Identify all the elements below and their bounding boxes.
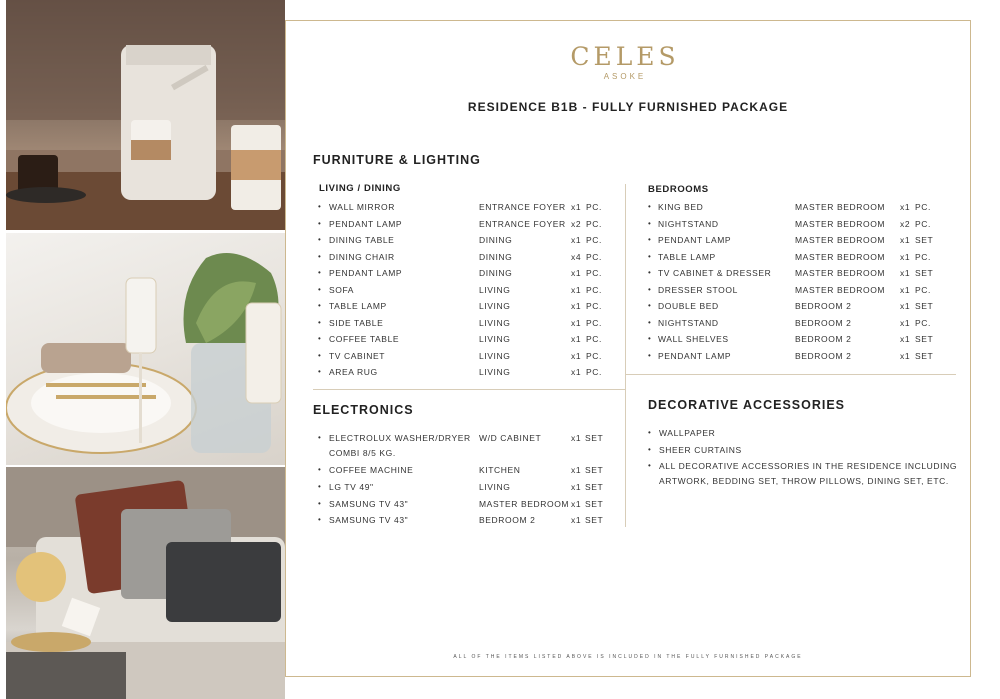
list-item [318, 367, 618, 381]
list-item [648, 285, 948, 299]
item-qty: x1 [571, 481, 582, 492]
item-unit: PC. [586, 235, 602, 245]
item-qty: x1 [900, 301, 911, 311]
bullet-icon: • [648, 268, 652, 277]
list-item [318, 465, 618, 479]
item-qty: x2 [571, 218, 582, 229]
bullet-icon: • [648, 251, 652, 261]
item-qty: x1 [900, 202, 911, 212]
list-item [318, 318, 618, 332]
furniture-lighting-heading: FURNITURE & LIGHTING [313, 153, 481, 167]
list-item [318, 433, 618, 447]
item-unit: SET [585, 465, 604, 475]
item-room: DINING [479, 268, 513, 278]
right-section-divider [626, 374, 956, 375]
item-room: LIVING [479, 284, 511, 295]
item-name: PENDANT LAMP [658, 235, 732, 245]
item-name: ELECTROLUX WASHER/DRYER [329, 433, 471, 443]
list-item [318, 219, 618, 233]
list-item [648, 461, 958, 475]
list-item [318, 482, 618, 496]
bullet-icon: • [318, 498, 322, 508]
item-name: TV CABINET [329, 350, 386, 361]
item-room: MASTER BEDROOM [479, 498, 570, 509]
item-name: SAMSUNG TV 43" [329, 515, 409, 526]
item-qty: x2 [900, 218, 911, 229]
list-item [318, 285, 618, 299]
item-name: DINING TABLE [329, 235, 395, 245]
coffee-machine-photo [6, 0, 285, 230]
item-qty: x1 [571, 235, 582, 245]
list-item [318, 252, 618, 266]
item-unit: SET [585, 515, 604, 526]
list-item [648, 235, 948, 249]
list-item [318, 351, 618, 365]
item-unit: SET [585, 481, 604, 492]
list-item [318, 515, 618, 529]
list-item-continuation [318, 448, 618, 462]
item-room: MASTER BEDROOM [795, 268, 886, 278]
item-room: BEDROOM 2 [795, 317, 852, 328]
item-qty: x1 [571, 284, 582, 295]
list-item [318, 301, 618, 315]
item-room: MASTER BEDROOM [795, 251, 886, 262]
item-room: MASTER BEDROOM [795, 202, 886, 212]
item-qty: x1 [900, 251, 911, 262]
item-room: LIVING [479, 301, 511, 311]
item-qty: x1 [571, 317, 582, 328]
bullet-icon: • [318, 301, 322, 310]
item-unit: PC. [915, 317, 931, 328]
item-room: LIVING [479, 317, 511, 328]
bullet-icon: • [648, 445, 652, 454]
item-name: TABLE LAMP [329, 301, 387, 311]
bullet-icon: • [648, 461, 652, 470]
item-qty: x1 [571, 465, 582, 475]
item-room: DINING [479, 251, 513, 262]
item-unit: PC. [586, 268, 602, 278]
column-divider [625, 184, 626, 527]
left-section-divider [313, 389, 625, 390]
bullet-icon: • [318, 235, 322, 244]
logo-wordmark: CELES [570, 42, 680, 71]
item-room: BEDROOM 2 [795, 350, 852, 361]
item-qty: x1 [900, 284, 911, 295]
list-item [318, 499, 618, 513]
item-name: WALLPAPER [659, 428, 716, 438]
item-room: ENTRANCE FOYER [479, 218, 566, 229]
bullet-icon: • [318, 481, 322, 491]
list-item [648, 252, 948, 266]
bullet-icon: • [648, 301, 652, 310]
item-qty: x1 [900, 235, 911, 245]
bullet-icon: • [648, 428, 652, 437]
item-room: LIVING [479, 334, 511, 344]
bullet-icon: • [318, 268, 322, 277]
footer-note: ALL OF THE ITEMS LISTED ABOVE IS INCLUDED IN THE FULLY FURNISHED PACKAGE [453, 654, 803, 660]
page-title: RESIDENCE B1B - FULLY FURNISHED PACKAGE [467, 100, 789, 114]
item-name: PENDANT LAMP [329, 268, 403, 278]
item-qty: x1 [571, 301, 582, 311]
item-room: LIVING [479, 481, 511, 492]
item-room: BEDROOM 2 [479, 515, 536, 526]
bullet-icon: • [318, 317, 322, 327]
photo-column [6, 0, 285, 699]
item-qty: x4 [571, 251, 582, 262]
bullet-icon: • [318, 202, 322, 211]
item-room: DINING [479, 235, 513, 245]
item-unit: SET [585, 433, 604, 443]
item-name: ALL DECORATIVE ACCESSORIES IN THE RESIDENCE INCLUDING [659, 461, 958, 471]
item-qty: x1 [571, 334, 582, 344]
item-room: KITCHEN [479, 465, 521, 475]
item-name: TV CABINET & DRESSER [658, 268, 772, 278]
bullet-icon: • [648, 350, 652, 360]
item-unit: SET [915, 301, 934, 311]
item-unit: SET [915, 268, 934, 278]
item-name: TABLE LAMP [658, 251, 716, 262]
bullet-icon: • [318, 284, 322, 294]
living-dining-heading: LIVING / DINING [319, 183, 401, 194]
living-room-sofa-photo [6, 467, 285, 699]
bullet-icon: • [648, 202, 652, 211]
item-unit: SET [915, 350, 934, 361]
item-name: WALL MIRROR [329, 202, 395, 212]
list-item [648, 428, 948, 442]
item-name: DINING CHAIR [329, 251, 395, 262]
item-name: SIDE TABLE [329, 317, 384, 328]
item-qty: x1 [571, 433, 582, 443]
item-name-line2: ARTWORK, BEDDING SET, THROW PILLOWS, DINING SET, ETC. [659, 476, 949, 486]
item-name: DOUBLE BED [658, 301, 719, 311]
bullet-icon: • [318, 218, 322, 228]
item-unit: PC. [586, 367, 602, 377]
item-unit: SET [585, 498, 604, 509]
list-item [648, 351, 948, 365]
bullet-icon: • [648, 334, 652, 343]
list-item [318, 334, 618, 348]
item-name: LG TV 49" [329, 481, 374, 492]
bullet-icon: • [648, 235, 652, 244]
item-unit: PC. [915, 251, 931, 262]
item-name: WALL SHELVES [658, 334, 729, 344]
item-name: PENDANT LAMP [329, 218, 403, 229]
item-unit: PC. [586, 317, 602, 328]
item-unit: PC. [915, 284, 931, 295]
item-name: SAMSUNG TV 43" [329, 498, 409, 509]
item-room: ENTRANCE FOYER [479, 202, 566, 212]
item-name: DRESSER STOOL [658, 284, 738, 295]
decorative-accessories-heading: DECORATIVE ACCESSORIES [648, 398, 846, 412]
item-unit: PC. [915, 218, 931, 229]
item-name: NIGHTSTAND [658, 317, 719, 328]
item-unit: SET [915, 334, 934, 344]
list-item [318, 268, 618, 282]
item-room: MASTER BEDROOM [795, 218, 886, 229]
item-name: COFFEE MACHINE [329, 465, 414, 475]
item-name: SOFA [329, 284, 355, 295]
item-name: NIGHTSTAND [658, 218, 719, 229]
item-qty: x1 [571, 498, 582, 509]
list-item [648, 334, 948, 348]
item-unit: SET [915, 235, 934, 245]
list-item [648, 445, 948, 459]
item-name: KING BED [658, 202, 704, 212]
item-unit: PC. [586, 301, 602, 311]
bullet-icon: • [318, 350, 322, 360]
item-name: COFFEE TABLE [329, 334, 400, 344]
bullet-icon: • [648, 218, 652, 228]
bullet-icon: • [318, 433, 322, 442]
item-qty: x1 [900, 334, 911, 344]
item-qty: x1 [571, 268, 582, 278]
gold-frame-border [285, 20, 971, 677]
item-unit: PC. [586, 334, 602, 344]
list-item [318, 202, 618, 216]
list-item [648, 318, 948, 332]
item-qty: x1 [571, 367, 582, 377]
list-item-continuation [648, 476, 958, 490]
item-room: BEDROOM 2 [795, 334, 852, 344]
bullet-icon: • [318, 515, 322, 525]
bullet-icon: • [318, 334, 322, 343]
item-unit: PC. [586, 284, 602, 295]
item-room: MASTER BEDROOM [795, 235, 886, 245]
logo-subtitle: ASOKE [603, 72, 647, 81]
list-item [318, 235, 618, 249]
list-item [648, 268, 948, 282]
item-qty: x1 [900, 350, 911, 361]
electronics-heading: ELECTRONICS [313, 403, 414, 417]
item-name-line2: COMBI 8/5 KG. [329, 448, 396, 458]
item-unit: PC. [915, 202, 931, 212]
item-room: MASTER BEDROOM [795, 284, 886, 295]
list-item [648, 219, 948, 233]
item-qty: x1 [900, 268, 911, 278]
item-name: AREA RUG [329, 367, 378, 377]
list-item [648, 202, 948, 216]
item-qty: x1 [571, 202, 582, 212]
bedrooms-heading: BEDROOMS [648, 184, 709, 195]
item-unit: PC. [586, 251, 602, 262]
item-unit: PC. [586, 202, 602, 212]
bullet-icon: • [318, 251, 322, 261]
item-room: W/D CABINET [479, 433, 542, 443]
dining-table-photo [6, 233, 285, 465]
item-qty: x1 [571, 350, 582, 361]
item-name: PENDANT LAMP [658, 350, 732, 361]
item-name: SHEER CURTAINS [659, 445, 742, 455]
item-room: BEDROOM 2 [795, 301, 852, 311]
item-qty: x1 [571, 515, 582, 526]
bullet-icon: • [648, 317, 652, 327]
item-unit: PC. [586, 350, 602, 361]
list-item [648, 301, 948, 315]
item-room: LIVING [479, 367, 511, 377]
celes-asoke-logo [555, 44, 695, 81]
bullet-icon: • [648, 284, 652, 294]
bullet-icon: • [318, 367, 322, 376]
item-unit: PC. [586, 218, 602, 229]
item-room: LIVING [479, 350, 511, 361]
item-qty: x1 [900, 317, 911, 328]
bullet-icon: • [318, 465, 322, 474]
